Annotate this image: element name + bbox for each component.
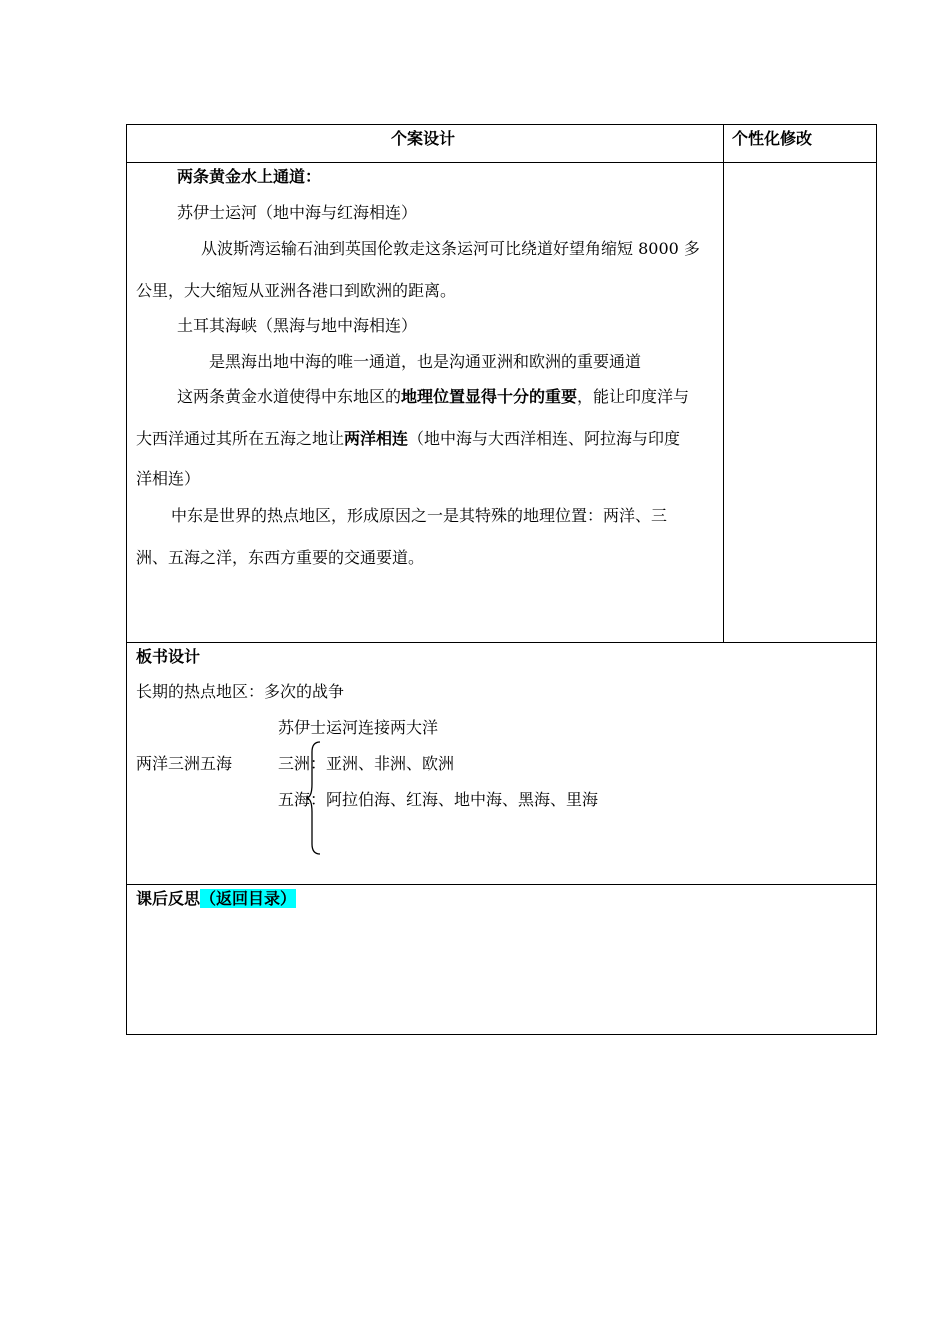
table-border-top: [126, 124, 877, 125]
board-item: 五海：阿拉伯海、红海、地中海、黑海、里海: [278, 790, 599, 809]
section-heading: 两条黄金水上通道：: [177, 167, 322, 186]
table-border-right: [876, 124, 877, 1035]
board-line: 长期的热点地区：多次的战争: [136, 682, 345, 701]
paragraph-line: 洲、五海之洋，东西方重要的交通要道。: [136, 548, 425, 567]
emphasis-text: 地理位置显得十分的重要: [401, 387, 578, 406]
paragraph-text: 这两条黄金水道使得中东地区的: [177, 387, 402, 406]
paragraph-line: 中东是世界的热点地区，形成原因之一是其特殊的地理位置：两洋、三: [171, 506, 668, 525]
back-to-contents-link[interactable]: （返回目录）: [200, 889, 297, 908]
board-title: 板书设计: [136, 647, 201, 666]
header-case-design: 个案设计: [391, 129, 456, 148]
paragraph-text: 大西洋通过其所在五海之地让: [136, 429, 345, 448]
table-border-bottom: [126, 1034, 877, 1035]
table-border-left: [126, 124, 127, 1035]
paragraph-line: 洋相连）: [136, 469, 201, 488]
suez-title: 苏伊士运河（地中海与红海相连）: [177, 203, 418, 222]
paragraph-line: [177, 387, 689, 407]
suez-text-line2: 公里，大大缩短从亚洲各港口到欧洲的距离。: [136, 281, 457, 300]
paragraph-text: ，能让印度洋与: [577, 387, 690, 406]
paragraph-text: （地中海与大西洋相连、阿拉海与印度: [408, 429, 681, 448]
emphasis-text: 两洋相连: [344, 429, 409, 448]
board-left-label: 两洋三洲五海: [136, 754, 233, 773]
turkish-title: 土耳其海峡（黑海与地中海相连）: [177, 316, 418, 335]
header-divider: [126, 162, 877, 163]
reflection-title: 课后反思: [136, 889, 201, 908]
curly-brace-icon: [304, 740, 322, 856]
header-personalized-edit: 个性化修改: [732, 129, 813, 148]
paragraph-line: [136, 429, 680, 449]
row-divider-board: [126, 642, 877, 643]
turkish-text: 是黑海出地中海的唯一通道，也是沟通亚洲和欧洲的重要通道: [209, 352, 642, 371]
board-item: 苏伊士运河连接两大洋: [278, 718, 439, 737]
column-divider: [723, 124, 724, 643]
row-divider-reflection: [126, 884, 877, 885]
suez-text-line1: 从波斯湾运输石油到英国伦敦走这条运河可比绕道好望角缩短 8000 多: [201, 239, 700, 258]
board-item: 三洲：亚洲、非洲、欧洲: [278, 754, 455, 773]
reflection-line: [136, 889, 296, 909]
